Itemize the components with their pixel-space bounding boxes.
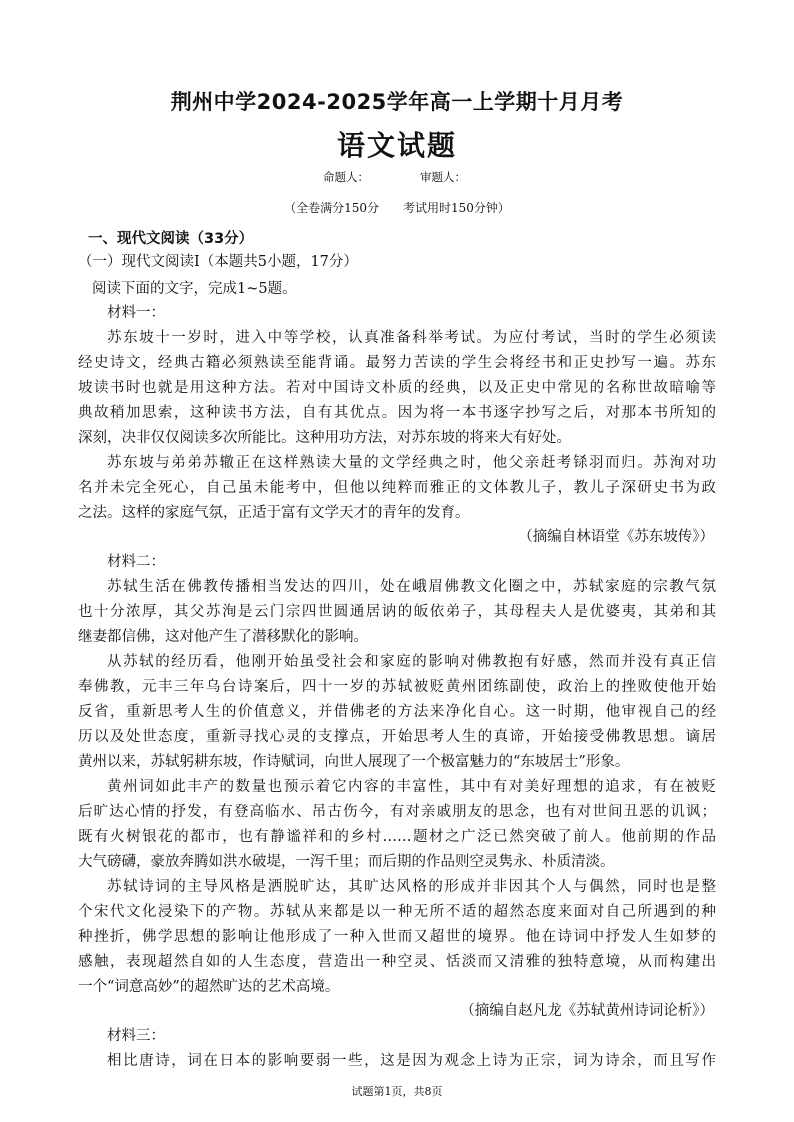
page-footer: 试题第1页，共8页 (351, 1085, 443, 1098)
reviewer-label: 审题人： (420, 170, 466, 184)
paragraph-line: 既有火树银花的都市，也有静谧祥和的乡村……题材之广泛已然突破了前人。他前期的作品 (78, 829, 716, 845)
paragraph-line: 后旷达心情的抒发，有登高临水、吊古伤今，有对亲戚朋友的思念，也有对世间丑恶的讥讽； (78, 804, 716, 820)
exam-info: （全卷满分150分 考试用时150分钟） (284, 201, 510, 215)
material-label: 材料三： (107, 1028, 165, 1044)
paragraph-line: 苏轼生活在佛教传播相当发达的四川，处在峨眉佛教文化圈之中，苏轼家庭的宗教气氛 (107, 579, 716, 595)
paragraph-line: 黄州词如此丰产的数量也预示着它内容的丰富性，其中有对美好理想的追求，有在被贬 (107, 779, 716, 795)
paragraph-line: 苏东坡与弟弟苏辙正在这样熟读大量的文学经典之时，他父亲赶考铩羽而归。苏洵对功 (107, 455, 716, 471)
paragraph-line: 名并未完全死心，自己虽未能考中，但他以纯粹而雅正的文体教儿子，教儿子深研史书为政 (78, 480, 716, 496)
paragraph-line: 典故稍加思索，这种读书方法，自有其优点。因为将一本书逐字抄写之后，对那本书所知的 (78, 405, 716, 421)
paragraph-line: 一个“词意高妙”的超然旷达的艺术高境。 (78, 979, 340, 995)
paragraph-line: 经史诗文，经典古籍必须熟读至能背诵。最努力苦读的学生会将经书和正史抄写一遍。苏东 (78, 355, 716, 371)
paragraph-line: 深刻，决非仅仅阅读多次所能比。这种用功方法，对苏东坡的将来大有好处。 (78, 430, 571, 446)
source-citation: （摘编自赵凡龙《苏轼黄州诗词论析》） (460, 1003, 714, 1019)
paragraph-line: 个宋代文化浸染下的产物。苏轼从来都是以一种无所不适的超然态度来面对自己所遇到的种 (78, 904, 716, 920)
paragraph-line: 奉佛教，元丰三年乌台诗案后，四十一岁的苏轼被贬黄州团练副使，政治上的挫败使他开始 (78, 679, 716, 695)
paragraph-line: 相比唐诗，词在日本的影响要弱一些，这是因为观念上诗为正宗，词为诗余，而且写作 (107, 1053, 716, 1069)
section-subheading: （一）现代文阅读Ⅰ（本题共5小题，17分） (78, 254, 358, 270)
paragraph-line: 黄州以来，苏轼躬耕东坡，作诗赋词，向世人展现了一个极富魅力的“东坡居士”形象。 (78, 754, 630, 770)
paragraph-line: 反省，重新思考人生的价值意义，并借佛老的方法来净化自心。这一时期，他审视自己的经 (78, 704, 716, 720)
paragraph-line: 种挫折，佛学思想的影响让他形成了一种入世而又超世的境界。他在诗词中抒发人生如梦的 (78, 929, 716, 945)
paragraph-line: 感触，表现超然自如的人生态度，营造出一种空灵、恬淡而又清雅的独特意境，从而构建出 (78, 954, 716, 970)
paragraph-line: 之法。这样的家庭气氛，正适于富有文学天才的青年的发育。 (78, 505, 470, 521)
material-label: 材料二： (107, 554, 165, 570)
paragraph-line: 也十分浓厚，其父苏洵是云门宗四世圆通居讷的皈依弟子，其母程夫人是优婆夷，其弟和其 (78, 604, 716, 620)
paragraph-line: 继妻都信佛，这对他产生了潜移默化的影响。 (78, 629, 368, 645)
paragraph-line: 苏轼诗词的主导风格是洒脱旷达，其旷达风格的形成并非因其个人与偶然，同时也是整 (107, 879, 716, 895)
section-heading: 一、现代文阅读（33分） (88, 231, 254, 247)
paragraph-line: 苏东坡十一岁时，进入中等学校，认真准备科举考试。为应付考试，当时的学生必须读 (107, 330, 716, 346)
source-citation: （摘编自林语堂《苏东坡传》） (518, 529, 714, 545)
paragraph-line: 历以及处世态度，重新寻找心灵的支撑点，开始思考人生的真谛，开始接受佛教思想。谪居 (78, 729, 716, 745)
setter-label: 命题人： (323, 170, 369, 184)
paragraph-line: 大气磅礴，豪放奔腾如洪水破堤，一泻千里；而后期的作品则空灵隽永、朴质清淡。 (78, 854, 615, 870)
paragraph-line: 坡读书时也就是用这种方法。若对中国诗文朴质的经典，以及正史中常见的名称世故暗喻等 (78, 380, 716, 396)
paragraph-line: 从苏轼的经历看，他刚开始虽受社会和家庭的影响对佛教抱有好感，然而并没有真正信 (107, 654, 716, 670)
exam-subtitle: 语文试题 (336, 129, 457, 162)
material-label: 材料一： (107, 305, 165, 321)
section-instruction: 阅读下面的文字，完成1~5题。 (92, 281, 297, 297)
exam-title: 荆州中学2024-2025学年高一上学期十月月考 (170, 90, 624, 114)
